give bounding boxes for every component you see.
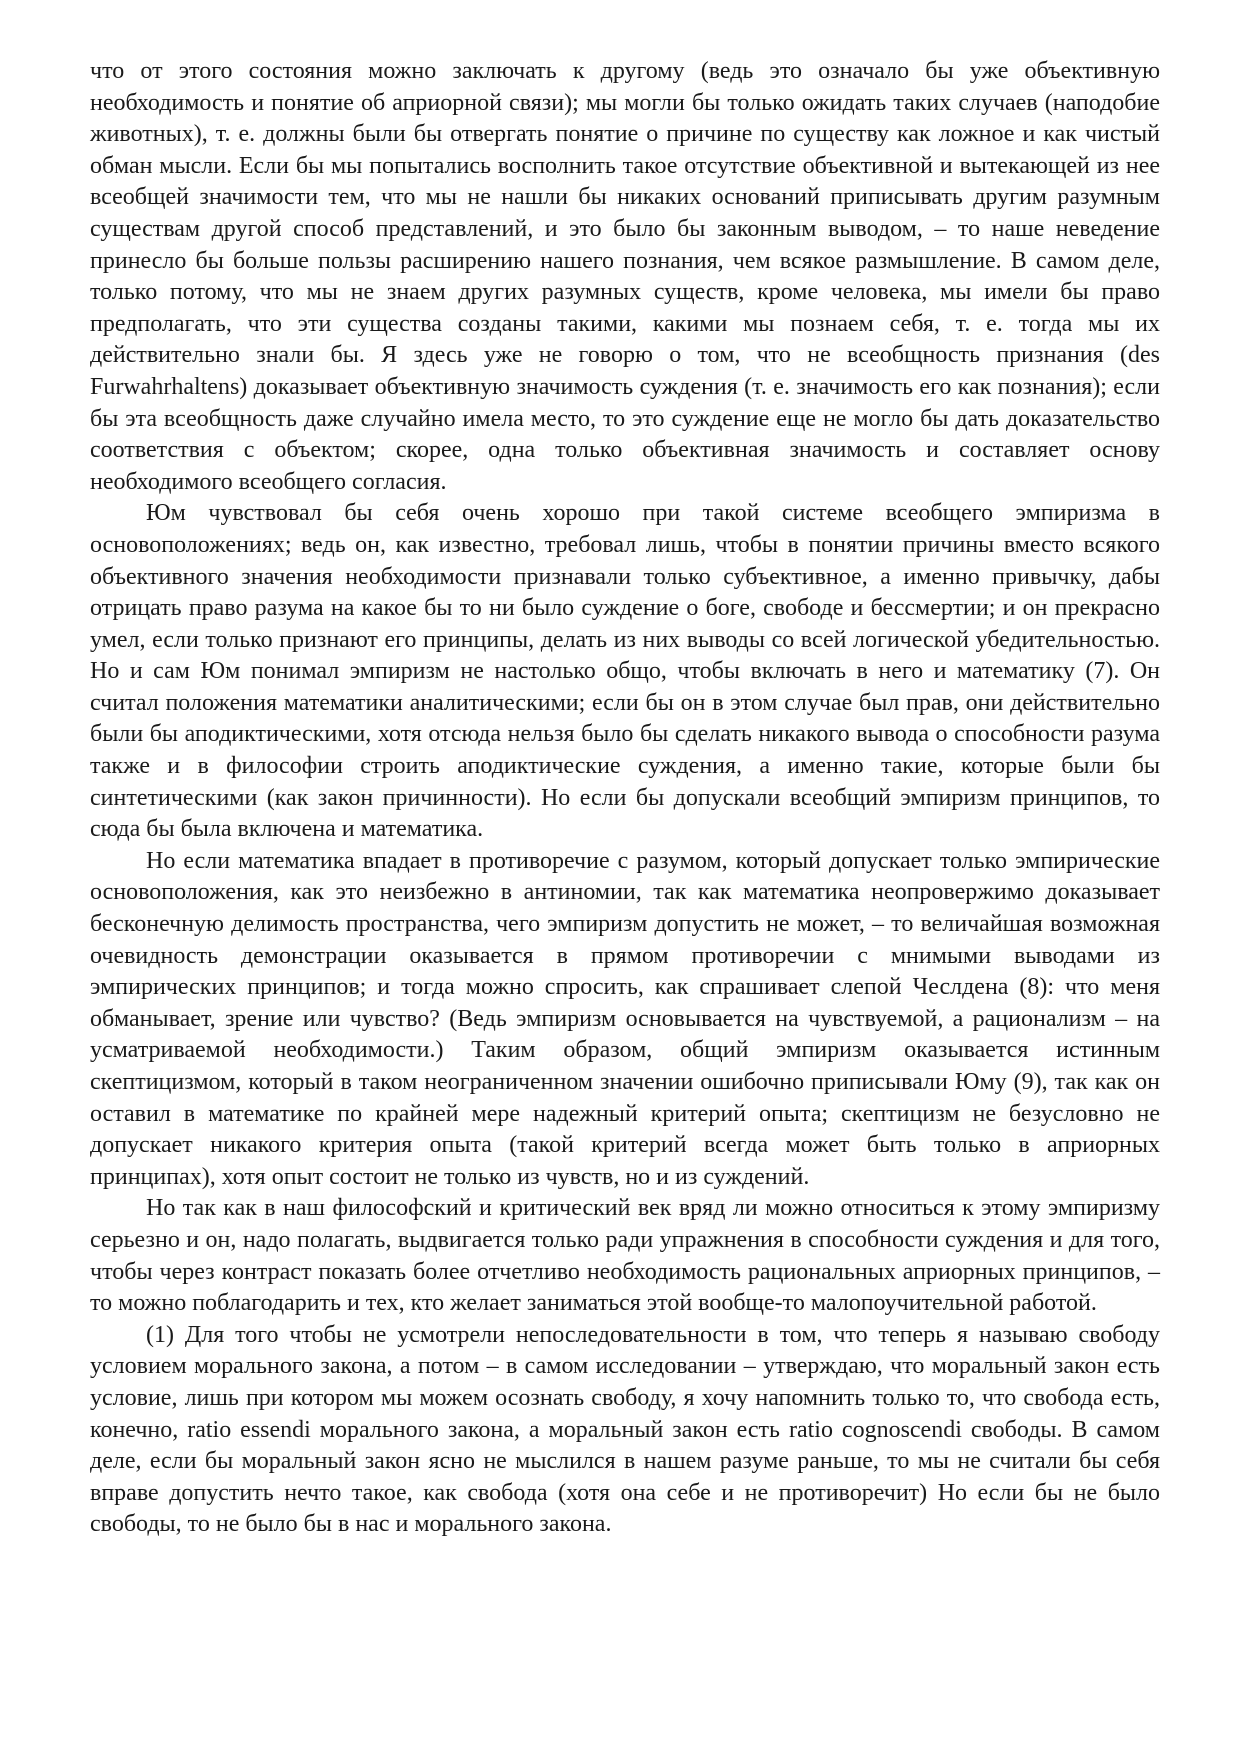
footnote-1: (1) Для того чтобы не усмотрели непоследовательности в том, что теперь я называю свободу условием морального закона, а потом – в самом исследовании – утверждаю, что моральный закон есть условие, лишь при котором мы можем осознать свободу, я хочу напомнить только то, что свобода есть, конечно, ratio essendi морального закона, а моральный закон есть ratio cognoscendi свободы. В самом деле, если бы моральный закон ясно не мыслился в нашем разуме раньше, то мы не считали бы себя вправе допустить нечто такое, как свобода (хотя она себе и не противоречит) Но если бы не было свободы, то не было бы в нас и морального закона. <box>90 1321 1160 1538</box>
document-page <box>90 56 1160 1541</box>
paragraph-4: Но так как в наш философский и критический век вряд ли можно относиться к этому эмпиризму серьезно и он, надо полагать, выдвигается только ради упражнения в способности суждения и для того, чтобы через контраст показать более отчетливо необходимость рациональных априорных принципов, – то можно поблагодарить и тех, кто желает заниматься этой вообще-то малопоучительной работой. <box>90 1195 1160 1317</box>
paragraph-3: Но если математика впадает в противоречие с разумом, который допускает только эмпирические основоположения, как это неизбежно в антиномии, так как математика неопровержимо доказывает бесконечную делимость пространства, чего эмпиризм допустить не может, – то величайшая возможная очевидность демонстрации оказывается в прямом противоречии с мнимыми выводами из эмпирических принципов; и тогда можно спросить, как спрашивает слепой Чеслдена (8): что меня обманывает, зрение или чувство? (Ведь эмпиризм основывается на чувствуемой, а рационализм – на усматриваемой необходимости.) Таким образом, общий эмпиризм оказывается истинным скептицизмом, который в таком неограниченном значении ошибочно приписывали Юму (9), так как он оставил в математике по крайней мере надежный критерий опыта; скептицизм не безусловно не допускает никакого критерия опыта (такой критерий всегда может быть только в априорных принципах), хотя опыт состоит не только из чувств, но и из суждений. <box>90 847 1160 1190</box>
paragraph-1: что от этого состояния можно заключать к другому (ведь это означало бы уже объективную необходимость и понятие об априорной связи); мы могли бы только ожидать таких случаев (наподобие животных), т. е. должны были бы отвергать понятие о причине по существу как ложное и как чистый обман мысли. Если бы мы попытались восполнить такое отсутствие объективной и вытекающей из нее всеобщей значимости тем, что мы не нашли бы никаких оснований приписывать другим разумным существам другой способ представлений, и это было бы законным выводом, – то наше неведение принесло бы больше пользы расширению нашего познания, чем всякое размышление. В самом деле, только потому, что мы не знаем других разумных существ, кроме человека, мы имели бы право предполагать, что эти существа созданы такими, какими мы познаем себя, т. е. тогда мы их действительно знали бы. Я здесь уже не говорю о том, что не всеобщность признания (des Furwahrhaltens) доказывает объективную значимость суждения (т. е. значимость его как познания); если бы эта всеобщность даже случайно имела место, то это суждение еще не могло бы дать доказательство соответствия с объектом; скорее, одна только объективная значимость и составляет основу необходимого всеобщего согласия. <box>90 58 1160 495</box>
paragraph-2: Юм чувствовал бы себя очень хорошо при такой системе всеобщего эмпиризма в основоположениях; ведь он, как известно, требовал лишь, чтобы в понятии причины вместо всякого объективного значения необходимости признавали только субъективное, а именно привычку, дабы отрицать право разума на какое бы то ни было суждение о боге, свободе и бессмертии; и он прекрасно умел, если только признают его принципы, делать из них выводы со всей логической убедительностью. Но и сам Юм понимал эмпиризм не настолько общо, чтобы включать в него и математику (7). Он считал положения математики аналитическими; если бы он в этом случае был прав, они действительно были бы аподиктическими, хотя отсюда нельзя было бы сделать никакого вывода о способности разума также и в философии строить аподиктические суждения, а именно такие, которые были бы синтетическими (как закон причинности). Но если бы допускали всеобщий эмпиризм принципов, то сюда бы была включена и математика. <box>90 500 1160 843</box>
